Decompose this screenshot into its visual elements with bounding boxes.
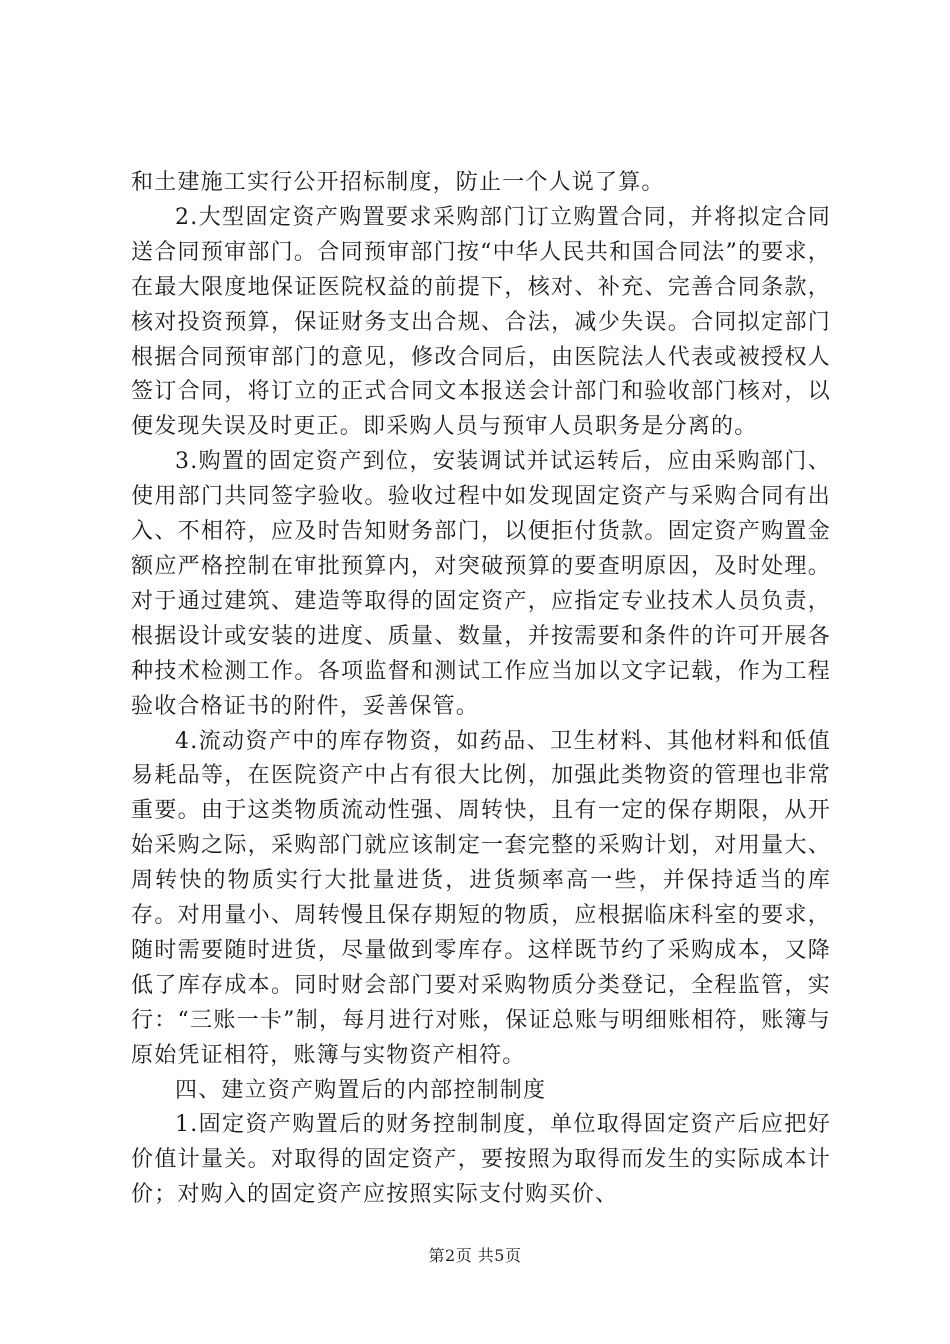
paragraph-item-4: 4.流动资产中的库存物资，如药品、卫生材料、其他材料和低值易耗品等，在医院资产中占有很大比例，加强此类物资的管理也非常重要。由于这类物质流动性强、周转快，且有一定的保存期限，从开始采购之际，采购部门就应该制定一套完整的采购计划，对用量大、周转快的物质实行大批量进货，进货频率高一些，并保持适当的库存。对用量小、周转慢且保存期短的物质，应根据临床科室的要求，随时需要随时进货，尽量做到零库存。这样既节约了采购成本，又降低了库存成本。同时财会部门要对采购物质分类登记，全程监管，实行：“三账一卡”制，每月进行对账，保证总账与明细账相符，账簿与原始凭证相符，账簿与实物资产相符。 — [131, 728, 831, 1068]
paragraph-continuation: 和土建施工实行公开招标制度，防止一个人说了算。 — [131, 170, 665, 195]
paragraph-item-1: 1.固定资产购置后的财务控制制度，单位取得固定资产后应把好价值计量关。对取得的固定资产，要按照为取得而发生的实际成本计价；对购入的固定资产应按照实际支付购买价、 — [131, 1112, 831, 1208]
document-body — [131, 166, 831, 1213]
page-footer: 第2页 共5页 — [428, 1246, 522, 1265]
section-heading: 四、建立资产购置后的内部控制制度 — [175, 1077, 547, 1103]
paragraph-item-2: 2.大型固定资产购置要求采购部门订立购置合同，并将拟定合同送合同预审部门。合同预审部门按“中华人民共和国合同法”的要求，在最大限度地保证医院权益的前提下，核对、补充、完善合同条款，核对投资预算，保证财务支出合规、合法，减少失误。合同拟定部门根据合同预审部门的意见，修改合同后，由医院法人代表或被授权人签订合同，将订立的正式合同文本报送会计部门和验收部门核对，以便发现失误及时更正。即采购人员与预审人员职务是分离的。 — [131, 204, 831, 440]
paragraph-item-3: 3.购置的固定资产到位，安装调试并试运转后，应由采购部门、使用部门共同签字验收。验收过程中如发现固定资产与采购合同有出入、不相符，应及时告知财务部门，以便拒付货款。固定资产购置金额应严格控制在审批预算内，对突破预算的要查明原因，及时处理。对于通过建筑、建造等取得的固定资产，应指定专业技术人员负责，根据设计或安装的进度、质量、数量，并按需要和条件的许可开展各种技术检测工作。各项监督和测试工作应当加以文字记载，作为工程验收合格证书的附件，妥善保管。 — [131, 449, 831, 719]
